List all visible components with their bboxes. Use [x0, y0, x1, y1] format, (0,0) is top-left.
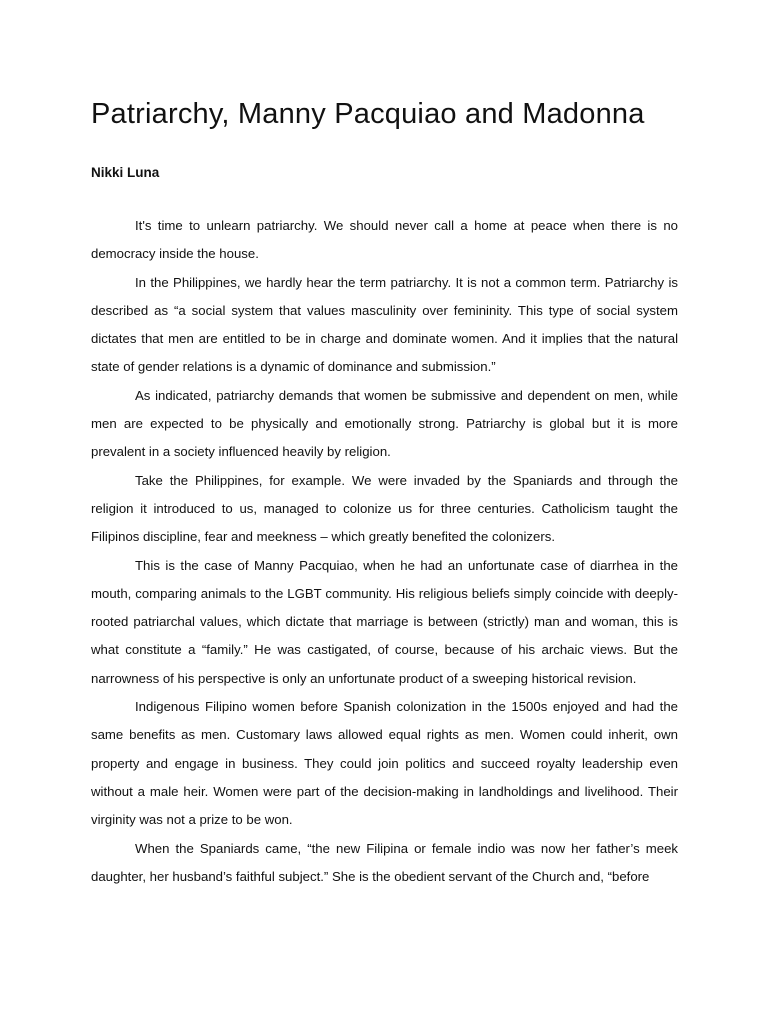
document-page [91, 92, 678, 891]
paragraph: Indigenous Filipino women before Spanish colonization in the 1500s enjoyed and had the same benefits as men. Customary laws allowed equal rights as men. Women could inherit, own property and engage in business. They could join politics and succeed royalty leadership even without a male heir. Women were part of the decision-making in landholdings and livelihood. Their virginity was not a prize to be won. [91, 699, 678, 828]
paragraph: In the Philippines, we hardly hear the term patriarchy. It is not a common term. Patriarchy is described as “a social system that values masculinity over femininity. This type of social system dictates that men are entitled to be in charge and dominate women. And it implies that the natural state of gender relations is a dynamic of dominance and submission.” [91, 274, 678, 375]
paragraph: It's time to unlearn patriarchy. We should never call a home at peace when there is no democracy inside the house. [91, 218, 678, 262]
paragraph: As indicated, patriarchy demands that women be submissive and dependent on men, while men are expected to be physically and emotionally strong. Patriarchy is global but it is more prevalent in a society influenced heavily by religion. [91, 387, 678, 460]
author-name: Nikki Luna [91, 165, 160, 180]
document-title: Patriarchy, Manny Pacquiao and Madonna [91, 98, 645, 130]
paragraph: When the Spaniards came, “the new Filipina or female indio was now her father’s meek daughter, her husband’s faithful subject.” She is the obedient servant of the Church and, “before [91, 840, 678, 884]
article-body [91, 212, 678, 891]
paragraph: Take the Philippines, for example. We were invaded by the Spaniards and through the religion it introduced to us, managed to colonize us for three centuries. Catholicism taught the Filipinos discipline, fear and meekness – which greatly benefited the colonizers. [91, 472, 678, 545]
paragraph: This is the case of Manny Pacquiao, when he had an unfortunate case of diarrhea in the mouth, comparing animals to the LGBT community. His religious beliefs simply coincide with deeply-rooted patriarchal values, which dictate that marriage is between (strictly) man and woman, this is what constitute a “family.” He was castigated, of course, because of his archaic views. But the narrowness of his perspective is only an unfortunate product of a sweeping historical revision. [91, 557, 678, 686]
